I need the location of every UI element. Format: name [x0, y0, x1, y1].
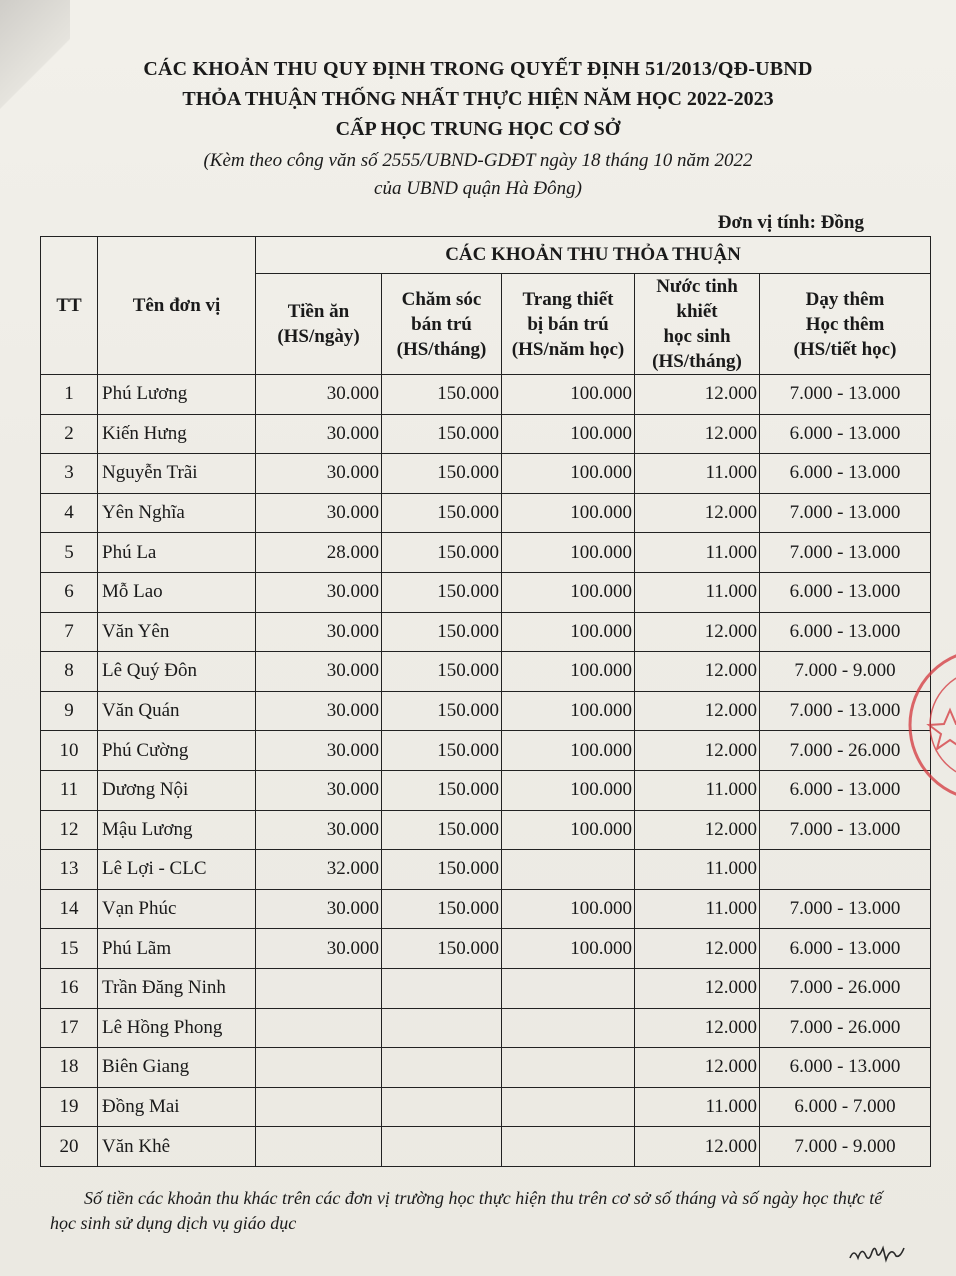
- cell-meal: 30.000: [256, 612, 382, 652]
- cell-boarding-care: [382, 968, 502, 1008]
- cell-tt: 9: [41, 691, 98, 731]
- cell-boarding-care: 150.000: [382, 770, 502, 810]
- cell-extra-classes: 6.000 - 13.000: [760, 454, 931, 494]
- cell-drinking-water: 12.000: [635, 414, 760, 454]
- cell-boarding-equipment: 100.000: [502, 691, 635, 731]
- cell-boarding-care: [382, 1008, 502, 1048]
- cell-drinking-water: 12.000: [635, 1127, 760, 1167]
- header-water-line: học sinh: [663, 326, 731, 347]
- title-line-3: CẤP HỌC TRUNG HỌC CƠ SỞ: [335, 118, 621, 140]
- cell-unit-name: Trần Đăng Ninh: [98, 968, 256, 1008]
- cell-meal: [256, 1008, 382, 1048]
- header-equipment-line: (HS/năm học): [511, 338, 625, 360]
- cell-extra-classes: 6.000 - 7.000: [760, 1087, 931, 1127]
- cell-tt: 18: [41, 1048, 98, 1088]
- header-unit-name: Tên đơn vị: [98, 237, 256, 375]
- header-agreed-fees-group: CÁC KHOẢN THU THỎA THUẬN: [256, 237, 931, 274]
- cell-drinking-water: 12.000: [635, 1008, 760, 1048]
- cell-tt: 12: [41, 810, 98, 850]
- cell-unit-name: Vạn Phúc: [98, 889, 256, 929]
- cell-boarding-care: 150.000: [382, 850, 502, 890]
- cell-drinking-water: 11.000: [635, 533, 760, 573]
- cell-tt: 1: [41, 375, 98, 415]
- cell-boarding-care: 150.000: [382, 454, 502, 494]
- cell-tt: 16: [41, 968, 98, 1008]
- cell-unit-name: Lê Hồng Phong: [98, 1008, 256, 1048]
- cell-drinking-water: 12.000: [635, 929, 760, 969]
- cell-tt: 8: [41, 652, 98, 692]
- cell-extra-classes: 6.000 - 13.000: [760, 572, 931, 612]
- subtitle-line-2: của UBND quận Hà Đông): [374, 178, 582, 199]
- cell-extra-classes: 7.000 - 9.000: [760, 1127, 931, 1167]
- cell-unit-name: Mỗ Lao: [98, 572, 256, 612]
- cell-extra-classes: 6.000 - 13.000: [760, 770, 931, 810]
- cell-meal: [256, 1087, 382, 1127]
- header-extra-line: (HS/tiết học): [793, 338, 897, 360]
- cell-boarding-care: [382, 1087, 502, 1127]
- cell-boarding-care: 150.000: [382, 929, 502, 969]
- cell-drinking-water: 12.000: [635, 731, 760, 771]
- table-row: [41, 612, 931, 652]
- table-row: [41, 454, 931, 494]
- cell-boarding-care: 150.000: [382, 810, 502, 850]
- cell-extra-classes: 6.000 - 13.000: [760, 1048, 931, 1088]
- cell-boarding-equipment: 100.000: [502, 493, 635, 533]
- cell-drinking-water: 12.000: [635, 375, 760, 415]
- cell-unit-name: Phú Lãm: [98, 929, 256, 969]
- cell-extra-classes: 7.000 - 13.000: [760, 889, 931, 929]
- cell-boarding-equipment: 100.000: [502, 572, 635, 612]
- header-boarding-equipment: [502, 274, 635, 375]
- cell-tt: 20: [41, 1127, 98, 1167]
- cell-boarding-care: 150.000: [382, 731, 502, 771]
- table-row: [41, 414, 931, 454]
- cell-boarding-equipment: [502, 1127, 635, 1167]
- table-row: [41, 731, 931, 771]
- cell-boarding-equipment: [502, 1008, 635, 1048]
- cell-unit-name: Văn Khê: [98, 1127, 256, 1167]
- table-row: [41, 968, 931, 1008]
- cell-meal: 30.000: [256, 572, 382, 612]
- cell-unit-name: Phú La: [98, 533, 256, 573]
- fee-table: [40, 236, 931, 1167]
- header-water-line: Nước tinh: [656, 276, 738, 297]
- cell-extra-classes: 7.000 - 13.000: [760, 375, 931, 415]
- cell-meal: [256, 1127, 382, 1167]
- cell-boarding-care: 150.000: [382, 612, 502, 652]
- cell-meal: 30.000: [256, 929, 382, 969]
- cell-drinking-water: 12.000: [635, 968, 760, 1008]
- cell-extra-classes: 7.000 - 13.000: [760, 533, 931, 573]
- cell-tt: 11: [41, 770, 98, 810]
- header-meal-line: (HS/ngày): [277, 326, 360, 347]
- cell-extra-classes: 7.000 - 13.000: [760, 810, 931, 850]
- cell-extra-classes: 6.000 - 13.000: [760, 929, 931, 969]
- cell-boarding-equipment: 100.000: [502, 414, 635, 454]
- table-row: [41, 1048, 931, 1088]
- table-row: [41, 375, 931, 415]
- cell-boarding-equipment: 100.000: [502, 889, 635, 929]
- cell-tt: 17: [41, 1008, 98, 1048]
- cell-boarding-equipment: 100.000: [502, 810, 635, 850]
- cell-unit-name: Kiến Hưng: [98, 414, 256, 454]
- handwritten-signature: [845, 1228, 915, 1268]
- cell-boarding-equipment: 100.000: [502, 375, 635, 415]
- cell-meal: 30.000: [256, 375, 382, 415]
- cell-boarding-care: 150.000: [382, 652, 502, 692]
- cell-drinking-water: 12.000: [635, 810, 760, 850]
- cell-boarding-equipment: [502, 1087, 635, 1127]
- cell-tt: 13: [41, 850, 98, 890]
- header-tt: TT: [41, 237, 98, 375]
- table-row: [41, 929, 931, 969]
- table-row: [41, 572, 931, 612]
- cell-unit-name: Văn Yên: [98, 612, 256, 652]
- cell-drinking-water: 12.000: [635, 1048, 760, 1088]
- cell-tt: 2: [41, 414, 98, 454]
- cell-extra-classes: 6.000 - 13.000: [760, 414, 931, 454]
- cell-unit-name: Nguyễn Trãi: [98, 454, 256, 494]
- cell-unit-name: Đồng Mai: [98, 1087, 256, 1127]
- header-care-line: Chăm sóc: [401, 288, 482, 310]
- cell-meal: 32.000: [256, 850, 382, 890]
- table-row: [41, 889, 931, 929]
- cell-boarding-equipment: 100.000: [502, 533, 635, 573]
- cell-meal: [256, 968, 382, 1008]
- cell-boarding-equipment: 100.000: [502, 454, 635, 494]
- cell-boarding-care: 150.000: [382, 889, 502, 929]
- cell-drinking-water: 12.000: [635, 691, 760, 731]
- cell-meal: 30.000: [256, 493, 382, 533]
- cell-boarding-equipment: [502, 1048, 635, 1088]
- cell-boarding-care: 150.000: [382, 691, 502, 731]
- cell-boarding-care: [382, 1127, 502, 1167]
- cell-extra-classes: 7.000 - 9.000: [760, 652, 931, 692]
- header-equipment-line: bị bán trú: [527, 313, 609, 335]
- cell-meal: 30.000: [256, 652, 382, 692]
- header-water-line: (HS/tháng): [652, 351, 742, 372]
- cell-tt: 5: [41, 533, 98, 573]
- cell-boarding-care: 150.000: [382, 375, 502, 415]
- cell-tt: 6: [41, 572, 98, 612]
- table-row: [41, 850, 931, 890]
- cell-tt: 14: [41, 889, 98, 929]
- table-row: [41, 493, 931, 533]
- cell-boarding-equipment: [502, 850, 635, 890]
- title-line-1: CÁC KHOẢN THU QUY ĐỊNH TRONG QUYẾT ĐỊNH 51/2013/QĐ-UBND: [143, 58, 813, 80]
- cell-drinking-water: 11.000: [635, 1087, 760, 1127]
- cell-drinking-water: 12.000: [635, 652, 760, 692]
- cell-drinking-water: 11.000: [635, 770, 760, 810]
- cell-tt: 15: [41, 929, 98, 969]
- cell-drinking-water: 11.000: [635, 850, 760, 890]
- cell-boarding-equipment: [502, 968, 635, 1008]
- cell-drinking-water: 12.000: [635, 493, 760, 533]
- table-row: [41, 652, 931, 692]
- cell-meal: 30.000: [256, 810, 382, 850]
- cell-boarding-equipment: 100.000: [502, 652, 635, 692]
- header-extra-classes: [760, 274, 931, 375]
- header-boarding-care: [382, 274, 502, 375]
- header-extra-line: Học thêm: [805, 313, 885, 335]
- cell-extra-classes: 7.000 - 26.000: [760, 731, 931, 771]
- header-extra-line: Dạy thêm: [805, 288, 885, 310]
- cell-boarding-care: 150.000: [382, 493, 502, 533]
- header-drinking-water: [635, 274, 760, 375]
- cell-meal: 30.000: [256, 731, 382, 771]
- cell-tt: 10: [41, 731, 98, 771]
- table-body: [41, 375, 931, 1167]
- cell-boarding-care: 150.000: [382, 414, 502, 454]
- cell-unit-name: Lê Lợi - CLC: [98, 850, 256, 890]
- cell-meal: 30.000: [256, 889, 382, 929]
- currency-unit: Đơn vị tính: Đồng: [717, 212, 864, 233]
- red-official-seal-partial: [905, 630, 956, 820]
- header-meal: [256, 274, 382, 375]
- cell-meal: 30.000: [256, 414, 382, 454]
- cell-tt: 7: [41, 612, 98, 652]
- cell-unit-name: Biên Giang: [98, 1048, 256, 1088]
- cell-unit-name: Dương Nội: [98, 770, 256, 810]
- table-row: [41, 770, 931, 810]
- cell-meal: 30.000: [256, 691, 382, 731]
- cell-drinking-water: 12.000: [635, 612, 760, 652]
- cell-boarding-care: 150.000: [382, 572, 502, 612]
- cell-unit-name: Phú Cường: [98, 731, 256, 771]
- cell-unit-name: Mậu Lương: [98, 810, 256, 850]
- cell-extra-classes: 7.000 - 26.000: [760, 1008, 931, 1048]
- cell-drinking-water: 11.000: [635, 454, 760, 494]
- cell-meal: 30.000: [256, 770, 382, 810]
- table-row: [41, 810, 931, 850]
- cell-boarding-equipment: 100.000: [502, 612, 635, 652]
- cell-meal: 28.000: [256, 533, 382, 573]
- cell-extra-classes: [760, 850, 931, 890]
- cell-unit-name: Văn Quán: [98, 691, 256, 731]
- cell-drinking-water: 11.000: [635, 889, 760, 929]
- header-care-line: bán trú: [411, 313, 472, 335]
- cell-boarding-equipment: 100.000: [502, 770, 635, 810]
- cell-extra-classes: 7.000 - 26.000: [760, 968, 931, 1008]
- cell-tt: 3: [41, 454, 98, 494]
- cell-boarding-equipment: 100.000: [502, 929, 635, 969]
- table-row: [41, 1127, 931, 1167]
- cell-tt: 19: [41, 1087, 98, 1127]
- subtitle-line-1: (Kèm theo công văn số 2555/UBND-GDĐT ngày 18 tháng 10 năm 2022: [203, 150, 753, 171]
- footer-note: Số tiền các khoản thu khác trên các đơn vị trường học thực hiện thu trên cơ sở số tháng và số ngày học thực tế học sinh sử dụng dịch vụ giáo dục: [50, 1188, 883, 1233]
- cell-extra-classes: 7.000 - 13.000: [760, 493, 931, 533]
- cell-unit-name: Lê Quý Đôn: [98, 652, 256, 692]
- cell-meal: 30.000: [256, 454, 382, 494]
- cell-boarding-care: [382, 1048, 502, 1088]
- cell-meal: [256, 1048, 382, 1088]
- header-meal-line: Tiền ăn: [287, 301, 350, 322]
- cell-extra-classes: 7.000 - 13.000: [760, 691, 931, 731]
- cell-drinking-water: 11.000: [635, 572, 760, 612]
- table-row: [41, 1008, 931, 1048]
- cell-unit-name: Yên Nghĩa: [98, 493, 256, 533]
- cell-unit-name: Phú Lương: [98, 375, 256, 415]
- header-equipment-line: Trang thiết: [522, 288, 614, 310]
- table-row: [41, 1087, 931, 1127]
- cell-tt: 4: [41, 493, 98, 533]
- cell-boarding-equipment: 100.000: [502, 731, 635, 771]
- table-row: [41, 691, 931, 731]
- header-water-line: khiết: [676, 301, 718, 322]
- header-care-line: (HS/tháng): [396, 338, 487, 360]
- table-row: [41, 533, 931, 573]
- cell-boarding-care: 150.000: [382, 533, 502, 573]
- title-line-2: THỎA THUẬN THỐNG NHẤT THỰC HIỆN NĂM HỌC 2022-2023: [182, 88, 774, 110]
- cell-extra-classes: 6.000 - 13.000: [760, 612, 931, 652]
